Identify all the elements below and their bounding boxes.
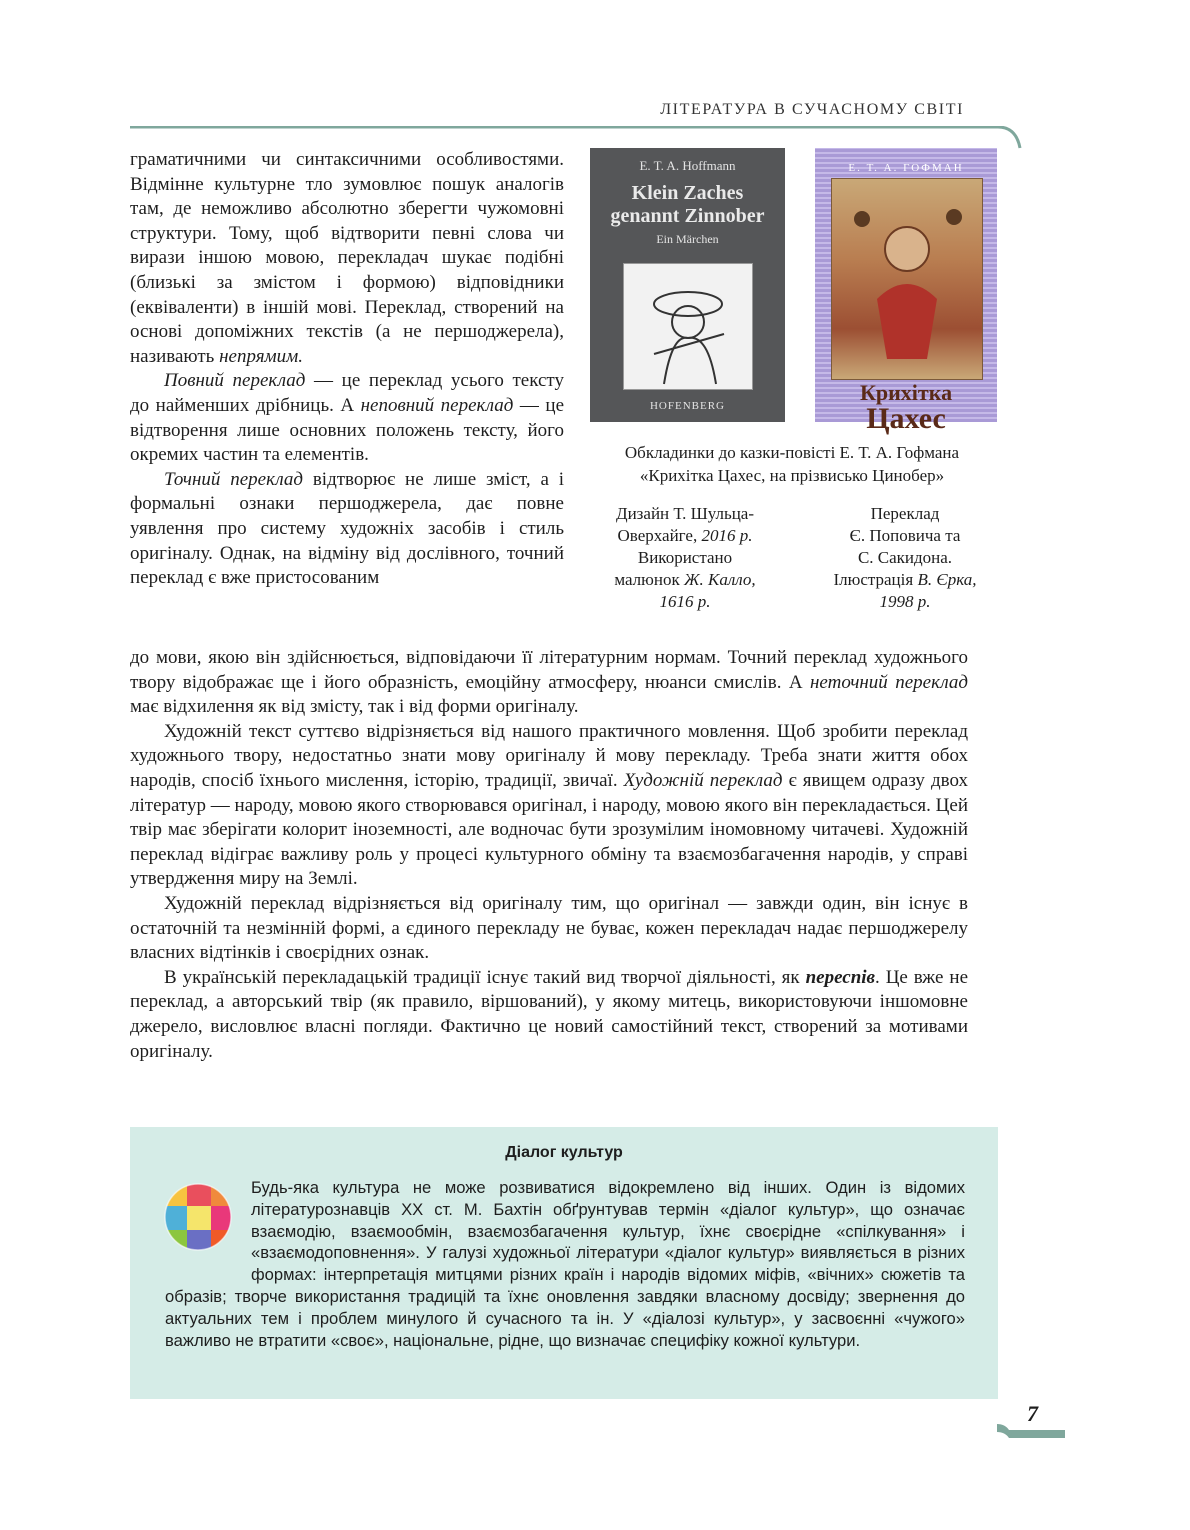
paragraph: граматичними чи синтаксичними особливостями. Відмінне культурне тло зумовлює пошук аналогів там, де неможливо абсолютно зберегти чужомовні структури. Тому, щоб відтворити певні слова чи вирази іншою мовою, перекладач шукає подібні (близькі за змістом і формою) відповідники (еквіваленти) в іншій мові. Переклад, створений на основі допоміжних текстів (а не першоджерела), називають непрямим. bbox=[130, 149, 564, 367]
page-tab-ornament bbox=[995, 1422, 1067, 1442]
full-width-text bbox=[130, 646, 968, 1064]
figure-caption: Обкладинки до казки-повісті Е. Т. А. Гофмана «Крихітка Цахес, на прізвисько Цинобер» bbox=[624, 443, 960, 485]
box-title: Діалог культур bbox=[505, 1144, 623, 1161]
running-header: ЛІТЕРАТУРА В СУЧАСНОМУ СВІТІ bbox=[660, 101, 964, 118]
paragraph: до мови, якою він здійснюється, відповідаючи її літературним нормам. Точний переклад художнього твору відображає ще і його образність, емоційну атмосферу, нюанси смислів. А неточний переклад має відхилення як від змісту, так і від форми оригіналу. bbox=[130, 647, 968, 718]
left-text-column bbox=[130, 148, 564, 591]
box-text: Будь-яка культура не може розвиватися відокремлено від інших. Один із відомих літературознавців XX ст. М. Бахтін обґрунтував термін «діалог культур», що означає взаємодію, взаємообмін, взаємозбагачення культур, їхнє своєрідне «спілкування» і «взаємодоповнення». У галузі художньої літератури «діалог культур» виявляється в різних формах: інтерпретація митцями різних країн і народів відомих міфів, «вічних» сюжетів та образів; творче використання традицій та їхнє оновлення завдяки власному досвіду; звернення до актуальних тем і проблем минулого й сучасного та ін. У «діалозі культур», у засвоєнні «чужого» важливо не втратити «своє», національне, рідне, що визначає специфіку кожної культури. bbox=[165, 1178, 965, 1350]
cover-illustration bbox=[623, 263, 753, 390]
page-number: 7 bbox=[1027, 1401, 1038, 1426]
book-cover-ukrainian: Е. Т. А. ГОФМАН Крихітка Цахес bbox=[815, 148, 997, 422]
cover-illustration bbox=[831, 178, 983, 380]
paragraph: Художній переклад відрізняється від оригіналу тим, що оригінал — завжди один, він існує в остаточній та незмінній формі, а єдиного перекладу не буває, кожен перекладач надає першоджерелу власних відтінків і своєрідних ознак. bbox=[130, 892, 968, 964]
credits-left: Дизайн Т. Шульца- Оверхайге, 2016 р. Використано малюнок Ж. Калло, 1616 р. bbox=[614, 504, 756, 611]
book-cover-german: E. T. A. Hoffmann Klein Zaches genannt Zinnober Ein Märchen HOFENBERG bbox=[590, 148, 785, 422]
paragraph: Повний переклад — це переклад усього тексту до найменших дрібниць. А неповний переклад — це відтворення лише основних положень тексту, його окремих частин та елементів. bbox=[130, 370, 564, 466]
credits-right: Переклад Є. Поповича та С. Сакидона. Ілюстрація В. Єрка, 1998 р. bbox=[833, 504, 977, 611]
paragraph: В українській перекладацькій традиції існує такий вид творчої діяльності, як переспів. Це вже не переклад, а авторський твір (як правило, віршований), у якому митець, використовуючи іншомовне джерело, висловлює власні погляди. Фактично це новий самостійний текст, створений за мотивами оригіналу. bbox=[130, 966, 969, 1062]
paragraph: Художній текст суттєво відрізняється від нашого практичного мовлення. Щоб зробити переклад художнього твору, недостатньо знати мову оригіналу й мову перекладу. Треба знати життя обох народів, спосіб їхнього мислення, історію, традиції, звичаї. Художній переклад є явищем одразу двох літератур — народу, мовою якого створювався оригінал, і народу, мовою якого він перекладається. Цей твір має зберігати колорит іноземності, але водночас бути зрозумілим іномовному читачеві. Художній переклад відіграє важливу роль у процесі культурного обміну та взаємозбагачення народів, у справі утвердження миру на Землі. bbox=[130, 720, 968, 890]
dialog-of-cultures-box bbox=[130, 1127, 998, 1399]
paragraph: Точний переклад відтворює не лише зміст, а і формальні ознаки першоджерела, дає повне уявлення про систему художніх засобів і стиль оригіналу. Однак, на відміну від дослівного, точний переклад є вже пристосованим bbox=[130, 468, 564, 589]
header-rule bbox=[130, 126, 1030, 150]
